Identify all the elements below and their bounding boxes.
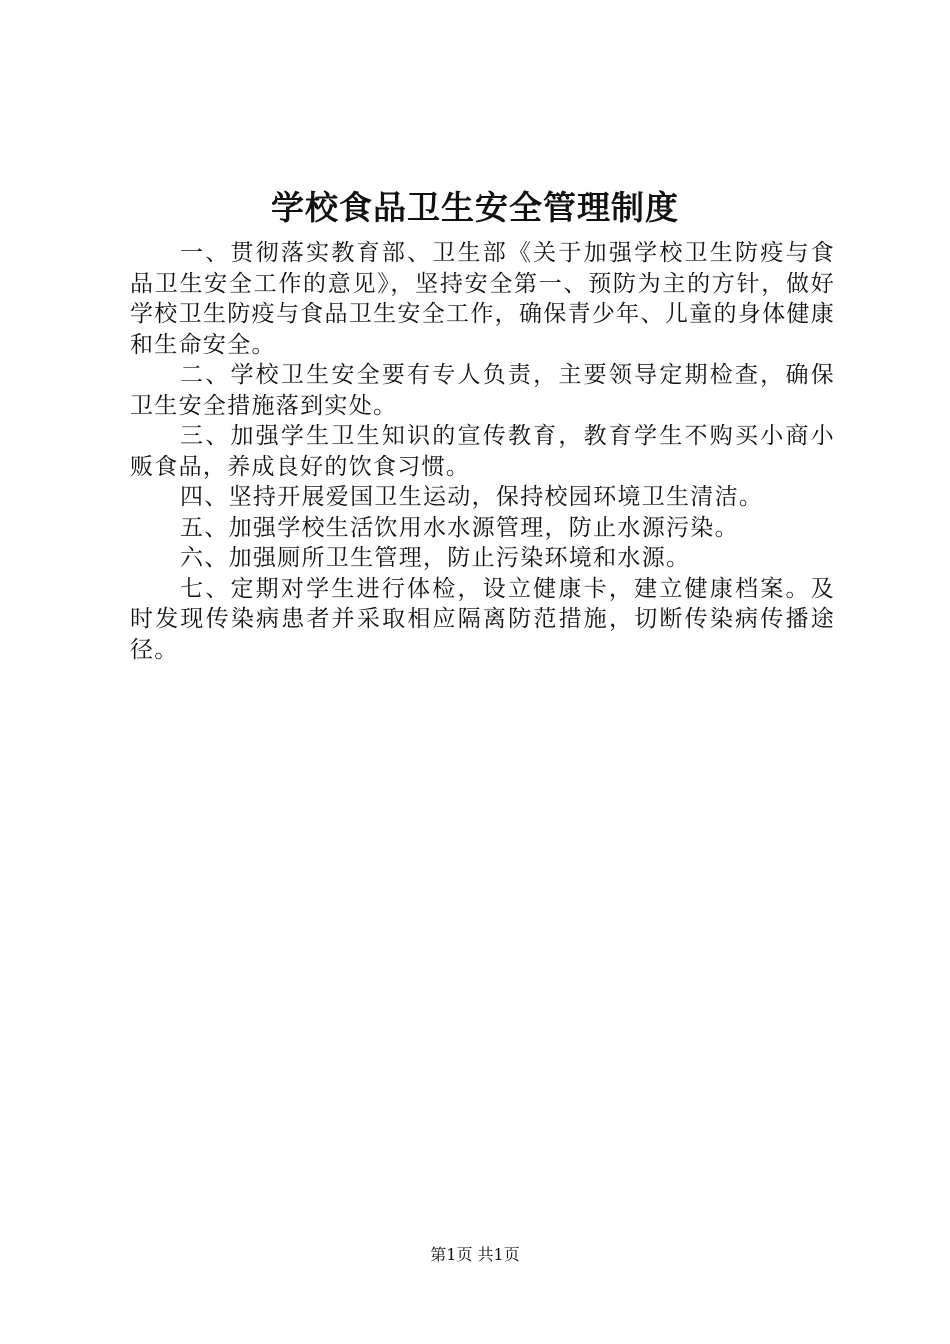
paragraph-7: 七、定期对学生进行体检，设立健康卡，建立健康档案。及时发现传染病患者并采取相应隔离防范措施，切断传染病传播途径。 (130, 575, 835, 663)
paragraph-4: 四、坚持开展爱国卫生运动，保持校园环境卫生清洁。 (180, 484, 764, 510)
paragraph-6: 六、加强厕所卫生管理，防止污染环境和水源。 (180, 545, 691, 571)
page-number-footer: 第1页 共1页 (430, 1245, 520, 1264)
paragraph-3: 三、加强学生卫生知识的宣传教育，教育学生不购买小商小贩食品，养成良好的饮食习惯。 (130, 423, 835, 480)
paragraph-5: 五、加强学校生活饮用水水源管理，防止水源污染。 (180, 514, 739, 541)
paragraph-1: 一、贯彻落实教育部、卫生部《关于加强学校卫生防疫与食品卫生安全工作的意见》，坚持安全第一、预防为主的方针，做好学校卫生防疫与食品卫生安全工作，确保青少年、儿童的身体健康和生命安全。 (130, 240, 835, 358)
document-title: 学校食品卫生安全管理制度 (271, 188, 679, 227)
document-body (130, 238, 835, 665)
paragraph-2: 二、学校卫生安全要有专人负责，主要领导定期检查，确保卫生安全措施落到实处。 (130, 362, 835, 419)
